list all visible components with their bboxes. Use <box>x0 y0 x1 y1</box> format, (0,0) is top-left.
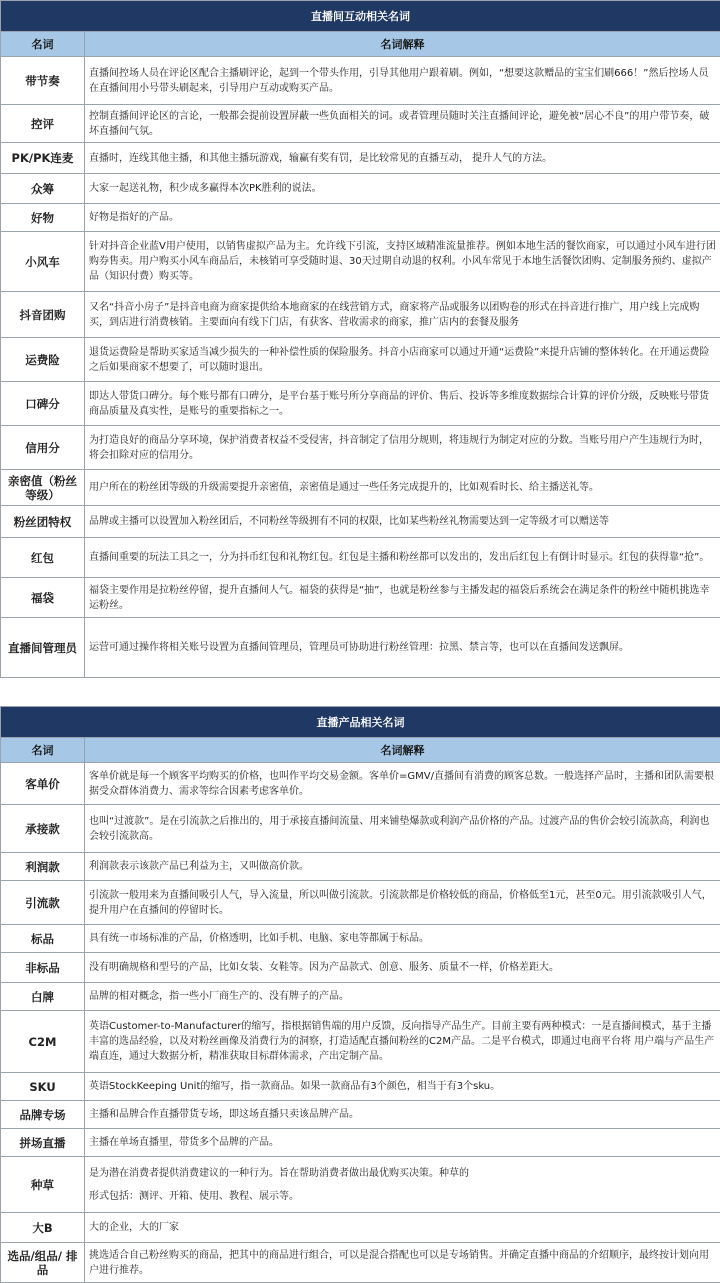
term-cell: 亲密值（粉丝等级） <box>1 470 85 506</box>
term-cell: 种草 <box>1 1157 85 1213</box>
table-row <box>1 1157 720 1213</box>
table-row <box>1 1243 720 1283</box>
term-cell: 拼场直播 <box>1 1129 85 1157</box>
description-line: 是为潜在消费者提供消费建议的一种行为。旨在帮助消费者做出最优购买决策。种草的 <box>89 1166 716 1181</box>
term-cell: 选品/组品/ 排品 <box>1 1243 85 1283</box>
table-row <box>1 1213 720 1243</box>
term-cell: 大B <box>1 1213 85 1243</box>
description-cell: 大家一起送礼物，积少成多赢得本次PK胜利的说法。 <box>85 174 720 204</box>
description-cell: 没有明确规格和型号的产品，比如女装、女鞋等。因为产品款式、创意、服务、质量不一样，价格差距大。 <box>85 953 720 983</box>
description-cell: 品牌或主播可以设置加入粉丝团后，不同粉丝等级拥有不同的权限，比如某些粉丝礼物需要达到一定等级才可以赠送等 <box>85 506 720 538</box>
description-cell: 又名“抖音小房子”是抖音电商为商家提供给本地商家的在线营销方式，商家将产品或服务以团购卷的形式在抖音进行推广，用户线上完成购买，到店进行消费核销。主要面向有线下门店，有获客、营收需求的商家，推广店内的套餐及服务 <box>85 292 720 338</box>
table-row <box>1 232 720 292</box>
description-cell: 引流款一般用来为直播间吸引人气，导入流量，所以叫做引流款。引流款都是价格较低的商品，价格低至1元，甚至0元。用引流款吸引人气，提升用户在直播间的停留时长。 <box>85 881 720 925</box>
column-header-description: 名词解释 <box>85 32 720 57</box>
table-row <box>1 292 720 338</box>
table-row <box>1 1101 720 1129</box>
description-cell: 控制直播间评论区的言论，一般都会提前设置屏蔽一些负面相关的词。或者管理员随时关注直播间评论，避免被“居心不良”的用户带节奏，破坏直播间气氛。 <box>85 105 720 143</box>
term-cell: 抖音团购 <box>1 292 85 338</box>
column-header-description: 名词解释 <box>85 738 720 763</box>
description-cell: 英语StockKeeping Unit的缩写，指一款商品。如果一款商品有3个颜色，相当于有3个sku。 <box>85 1073 720 1101</box>
description-cell: 直播间重要的玩法工具之一，分为抖币红包和礼物红包。红包是主播和粉丝都可以发出的，发出后红包上有倒计时显示。红包的获得靠“抢”。 <box>85 538 720 578</box>
description-cell: 挑选适合自己粉丝购买的商品，把其中的商品进行组合，可以是混合搭配也可以是专场销售。并确定直播中商品的介绍顺序，最终按计划向用户进行推荐。 <box>85 1243 720 1283</box>
column-header-term: 名词 <box>1 32 85 57</box>
term-cell: 标品 <box>1 925 85 953</box>
term-cell: 众筹 <box>1 174 85 204</box>
term-cell: 好物 <box>1 204 85 232</box>
table-row <box>1 805 720 853</box>
term-cell: 品牌专场 <box>1 1101 85 1129</box>
term-cell: 直播间管理员 <box>1 618 85 678</box>
description-cell: 直播时，连线其他主播，和其他主播玩游戏，输赢有奖有罚，是比较常见的直播互动， 提升人气的方法。 <box>85 143 720 174</box>
description-cell: 品牌的相对概念，指一些小厂商生产的、没有牌子的产品。 <box>85 983 720 1011</box>
table-row <box>1 382 720 426</box>
term-cell: 信用分 <box>1 426 85 470</box>
term-cell: 小风车 <box>1 232 85 292</box>
product-terms-table <box>0 706 720 1283</box>
table-row <box>1 578 720 618</box>
table-header-row <box>1 32 720 57</box>
term-cell: PK/PK连麦 <box>1 143 85 174</box>
table-row <box>1 1073 720 1101</box>
description-line: 形式包括：测评、开箱、使用、教程、展示等。 <box>89 1189 716 1204</box>
table-row <box>1 881 720 925</box>
table-row <box>1 853 720 881</box>
description-cell: 利润款表示该款产品已利益为主，又叫做高价款。 <box>85 853 720 881</box>
description-cell: 针对抖音企业蓝V用户使用，以销售虚拟产品为主。允许线下引流，支持区域精准流量推荐。例如本地生活的餐饮商家，可以通过小风车进行团购券售卖。用户购买小风车商品后，未核销可享受随时退、30天过期自动退的权利。小风车常见于本地生活餐饮团购、定制服务预约、虚拟产品（知识付费）购买等。 <box>85 232 720 292</box>
description-cell: 英语Customer-to-Manufacturer的缩写，指根据销售端的用户反馈，反向指导产品生产。目前主要有两种模式：一是直播间模式，基于主播丰富的选品经验，以及对粉丝画像及消费行为的洞察，打造适配直播间粉丝的C2M产品。二是平台模式，即通过电商平台将 用户端与产品生产端直连，通过大数据分析，精准获取目标群体需求，产出定制产品。 <box>85 1011 720 1073</box>
term-cell: 非标品 <box>1 953 85 983</box>
description-cell: 也叫“过渡款”。是在引流款之后推出的，用于承接直播间流量、用来铺垫爆款或利润产品价格的产品。过渡产品的售价会较引流款高，利润也会较引流款高。 <box>85 805 720 853</box>
description-cell: 客单价就是每一个顾客平均购买的价格，也叫作平均交易金额。客单价=GMV/直播间有消费的顾客总数。一般选择产品时，主播和团队需要根据受众群体消费力、需求等综合因素考虑客单价。 <box>85 763 720 805</box>
table-title: 直播间互动相关名词 <box>1 1 720 32</box>
table-title-row <box>1 1 720 32</box>
table-row <box>1 426 720 470</box>
description-cell: 即达人带货口碑分。每个账号都有口碑分，是平台基于账号所分享商品的评价、售后、投诉等多维度数据综合计算的评价分级，反映账号带货商品质量及真实性，是账号的重要指标之一。 <box>85 382 720 426</box>
term-cell: 引流款 <box>1 881 85 925</box>
term-cell: 承接款 <box>1 805 85 853</box>
term-cell: 红包 <box>1 538 85 578</box>
table-row <box>1 506 720 538</box>
table-row <box>1 338 720 382</box>
table-row <box>1 204 720 232</box>
description-cell: 福袋主要作用是拉粉丝停留，提升直播间人气。福袋的获得是“抽”，也就是粉丝参与主播发起的福袋后系统会在满足条件的粉丝中随机挑选幸运粉丝。 <box>85 578 720 618</box>
table-row <box>1 538 720 578</box>
term-cell: C2M <box>1 1011 85 1073</box>
table-row <box>1 470 720 506</box>
table-row <box>1 983 720 1011</box>
description-cell: 大的企业，大的厂家 <box>85 1213 720 1243</box>
term-cell: 利润款 <box>1 853 85 881</box>
table-row <box>1 925 720 953</box>
table-row <box>1 174 720 204</box>
term-cell: 白牌 <box>1 983 85 1011</box>
description-cell: 具有统一市场标准的产品，价格透明，比如手机、电脑、家电等都属于标品。 <box>85 925 720 953</box>
table-row <box>1 105 720 143</box>
description-cell: 主播和品牌合作直播带货专场，即这场直播只卖该品牌产品。 <box>85 1101 720 1129</box>
table-row <box>1 1011 720 1073</box>
table-title-row <box>1 707 720 738</box>
description-cell: 退货运费险是帮助买家适当减少损失的一种补偿性质的保险服务。抖音小店商家可以通过开通“运费险”来提升店铺的整体转化。在开通运费险之后如果商家不想要了，可以随时退出。 <box>85 338 720 382</box>
term-cell: 口碑分 <box>1 382 85 426</box>
table-row <box>1 1129 720 1157</box>
term-cell: 客单价 <box>1 763 85 805</box>
column-header-term: 名词 <box>1 738 85 763</box>
description-cell: 好物是指好的产品。 <box>85 204 720 232</box>
description-cell: 直播间控场人员在评论区配合主播刷评论，起到一个带头作用，引导其他用户跟着刷。例如，“想要这款赠品的宝宝们刷666！”然后控场人员在直播间用小号带头刷起来，引导用户互动或购买产品。 <box>85 57 720 105</box>
term-cell: 粉丝团特权 <box>1 506 85 538</box>
term-cell: 带节奏 <box>1 57 85 105</box>
description-cell <box>85 1157 720 1213</box>
table-row <box>1 763 720 805</box>
table-header-row <box>1 738 720 763</box>
table-row <box>1 57 720 105</box>
table-gap <box>0 678 720 706</box>
table-row <box>1 143 720 174</box>
table-row <box>1 618 720 678</box>
term-cell: 控评 <box>1 105 85 143</box>
description-cell: 主播在单场直播里，带货多个品牌的产品。 <box>85 1129 720 1157</box>
description-cell: 为打造良好的商品分享环境，保护消费者权益不受侵害，抖音制定了信用分规则，将违规行为制定对应的分数。当账号用户产生违规行为时，将会扣除对应的信用分。 <box>85 426 720 470</box>
term-cell: 福袋 <box>1 578 85 618</box>
description-cell: 用户所在的粉丝团等级的升级需要提升亲密值，亲密值是通过一些任务完成提升的，比如观看时长、给主播送礼等。 <box>85 470 720 506</box>
term-cell: SKU <box>1 1073 85 1101</box>
description-cell: 运营可通过操作将相关账号设置为直播间管理员，管理员可协助进行粉丝管理：拉黑、禁言等，也可以在直播间发送飘屏。 <box>85 618 720 678</box>
term-cell: 运费险 <box>1 338 85 382</box>
table-title: 直播产品相关名词 <box>1 707 720 738</box>
table-row <box>1 953 720 983</box>
